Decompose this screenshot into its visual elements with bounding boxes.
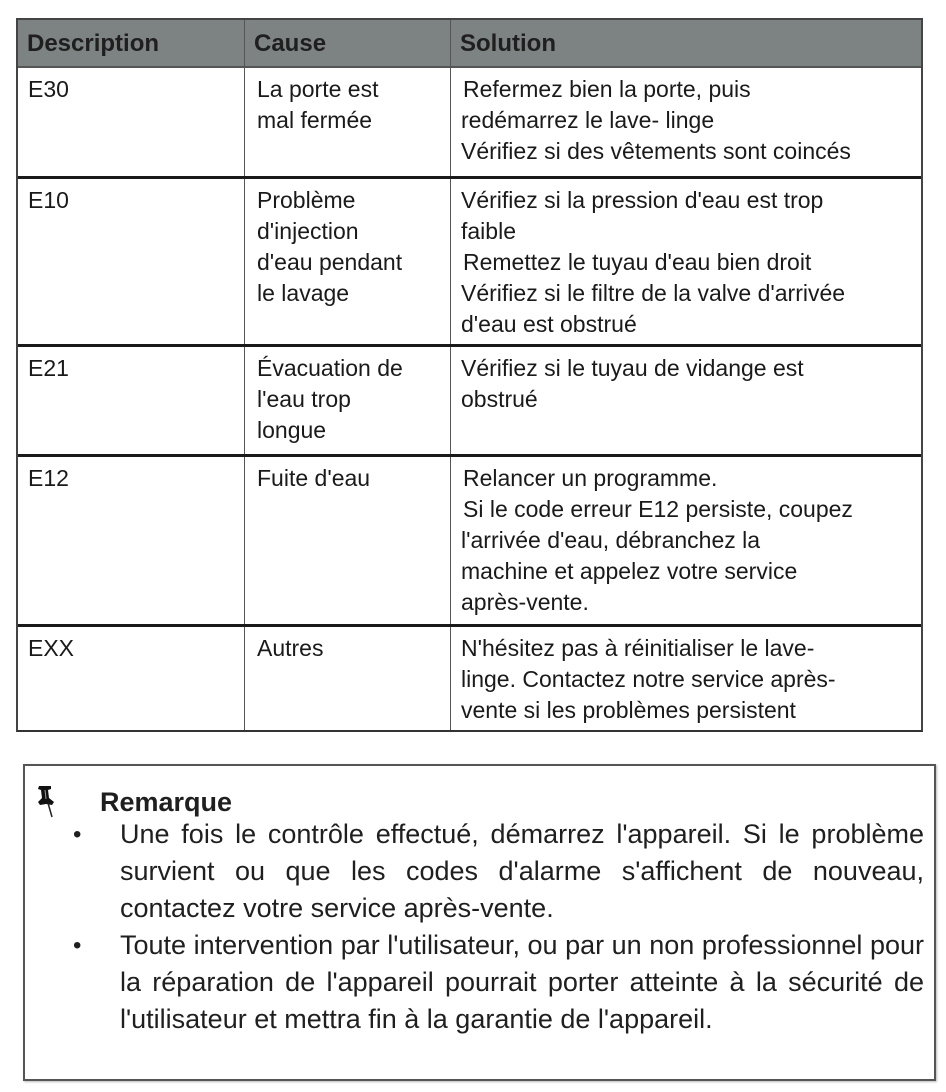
table-row: [18, 344, 921, 454]
table-row: [18, 454, 921, 624]
header-description: Description: [18, 20, 245, 66]
header-cause: Cause: [245, 20, 451, 66]
solution-line: Refermez bien la porte, puis: [463, 76, 751, 102]
note-bullet-list: [45, 816, 924, 1038]
solution-line: faible: [461, 218, 516, 244]
bullet-icon: •: [73, 932, 82, 959]
cause-line: le lavage: [257, 280, 350, 306]
solution-cell: [451, 627, 921, 730]
table-row: [18, 68, 921, 176]
solution-line: l'arrivée d'eau, débranchez la: [461, 527, 761, 553]
pushpin-icon: [37, 784, 59, 818]
cause-cell: [245, 347, 451, 454]
solution-line: Relancer un programme.: [463, 465, 718, 491]
solution-line: Remettez le tuyau d'eau bien droit: [463, 249, 812, 275]
note-bullet-text: Une fois le contrôle effectué, démarrez l'appareil. Si le problème survient ou que les codes d'alarme s'affichent de nouveau, contactez votre service après-vente.: [120, 819, 924, 923]
cause-cell: [245, 179, 451, 344]
error-code: E12: [18, 457, 245, 624]
error-code: E10: [18, 179, 245, 344]
note-box: [23, 764, 936, 1081]
cause-cell: [245, 457, 451, 624]
solution-line: après-vente.: [461, 589, 589, 615]
cause-line: mal fermée: [257, 107, 373, 133]
solution-line: Vérifiez si le tuyau de vidange est: [461, 355, 804, 381]
solution-cell: [451, 68, 921, 176]
solution-line: Vérifiez si le filtre de la valve d'arrivée: [461, 280, 846, 306]
error-code: EXX: [18, 627, 245, 730]
cause-line: d'injection: [257, 218, 359, 244]
bullet-icon: •: [73, 821, 82, 848]
note-bullet-text: Toute intervention par l'utilisateur, ou par un non professionnel pour la réparation de l'appareil pourrait porter atteinte à la sécurité de l'utilisateur et mettra fin à la garantie de l'appareil.: [120, 930, 924, 1034]
cause-line: Fuite d'eau: [257, 465, 371, 491]
solution-line: Vérifiez si la pression d'eau est trop: [461, 187, 824, 213]
solution-cell: [451, 179, 921, 344]
error-code: E21: [18, 347, 245, 454]
table-row: [18, 624, 921, 730]
cause-line: Évacuation de: [257, 355, 403, 381]
cause-cell: [245, 627, 451, 730]
solution-line: redémarrez le lave- linge: [461, 107, 715, 133]
cause-line: Problème: [257, 187, 356, 213]
solution-line: Si le code erreur E12 persiste, coupez: [463, 496, 853, 522]
error-code-table: [16, 18, 923, 732]
solution-cell: [451, 347, 921, 454]
table-header-row: [18, 20, 921, 68]
solution-line: linge. Contactez notre service après-: [461, 666, 836, 692]
solution-line: obstrué: [461, 386, 538, 412]
solution-line: machine et appelez votre service: [461, 558, 798, 584]
solution-line: Vérifiez si des vêtements sont coincés: [461, 138, 851, 164]
note-title: Remarque: [100, 787, 233, 817]
table-row: [18, 176, 921, 344]
cause-line: d'eau pendant: [257, 249, 403, 275]
solution-line: N'hésitez pas à réinitialiser le lave-: [461, 635, 815, 661]
note-bullet: [45, 927, 924, 1038]
solution-line: vente si les problèmes persistent: [461, 697, 796, 723]
note-bullet: [45, 816, 924, 927]
header-solution: Solution: [460, 30, 556, 57]
solution-cell: [451, 457, 921, 624]
error-code: E30: [18, 68, 245, 176]
solution-line: d'eau est obstrué: [461, 311, 637, 337]
cause-line: longue: [257, 417, 327, 443]
cause-line: La porte est: [257, 76, 379, 102]
cause-line: Autres: [257, 635, 324, 661]
cause-cell: [245, 68, 451, 176]
cause-line: l'eau trop: [257, 386, 351, 412]
